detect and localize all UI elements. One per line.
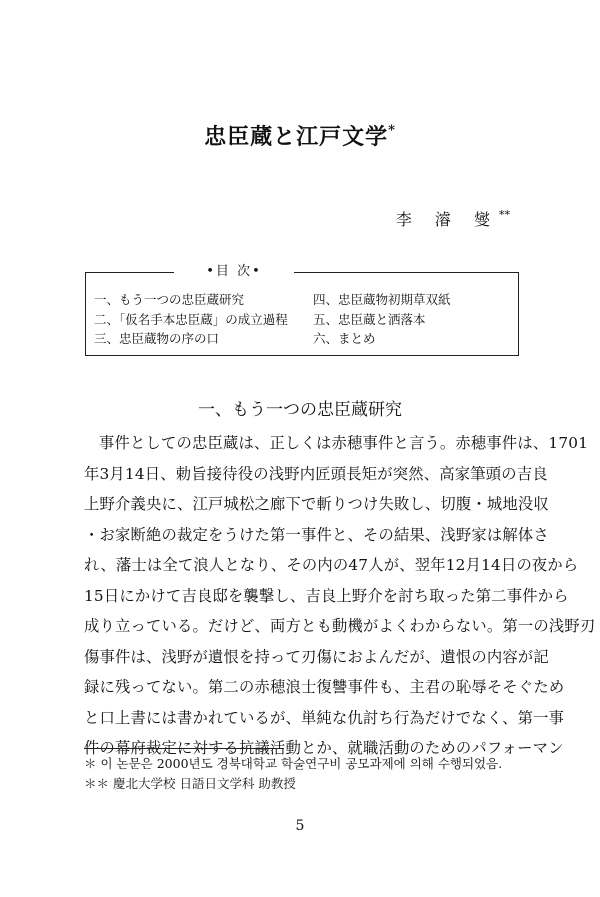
toc-item: 三、忠臣蔵物の序の口 (94, 331, 220, 346)
author-footnote-mark: ** (499, 208, 510, 222)
body-line: 件の幕府裁定に対する抗議活動とか、就職活動のためのパフォーマン (84, 739, 564, 757)
page-number: 5 (295, 818, 305, 834)
footnote-2: ＊＊ 慶北大学校 日語日文学科 助教授 (84, 776, 296, 791)
paper-title (0, 120, 600, 151)
toc-item: 二、「仮名手本忠臣蔵」の成立過程 (94, 311, 288, 327)
toc-item: 五、忠臣蔵と洒落本 (313, 311, 426, 327)
body-paragraph (84, 428, 596, 764)
body-line: 録に残ってない。第二の赤穂浪士復讐事件も、主君の恥辱そそぐため (84, 678, 565, 696)
body-line: れ、藩士は全て浪人となり、その内の47人が、翌年12月14日の夜から (84, 556, 579, 574)
footnote-divider (84, 748, 284, 749)
title-footnote-mark: * (388, 122, 396, 138)
author-name: 李 濬 燮 (395, 210, 499, 229)
section-heading: 一、もう一つの忠臣蔵研究 (198, 400, 402, 420)
toc-item: 四、忠臣蔵物初期草双紙 (313, 292, 451, 307)
body-line: 事件としての忠臣蔵は、正しくは赤穂事件と言う。赤穂事件は、1701 (99, 434, 589, 452)
paper-title-text: 忠臣蔵と江戸文学 (204, 124, 389, 150)
body-line: 上野介義央に、江戸城松之廊下で斬りつけ失敗し、切腹・城地没収 (84, 495, 549, 513)
body-line: と口上書には書かれているが、単純な仇討ち行為だけでなく、第一事 (84, 708, 565, 727)
toc-item: 六、まとめ (313, 331, 376, 346)
body-line: ・お家断絶の裁定をうけた第一事件と、その結果、浅野家は解体さ (84, 525, 549, 544)
toc-column-right (313, 290, 451, 349)
toc-item: 一、もう一つの忠臣蔵研究 (94, 292, 245, 307)
toc-column-left (94, 290, 288, 349)
body-line: 年3月14日、勅旨接待役の浅野内匠頭長矩が突然、高家筆頭の吉良 (84, 464, 548, 483)
footnotes (84, 754, 502, 794)
toc-heading: •目 次• (174, 263, 294, 281)
body-line: 成り立っている。だけど、両方とも動機がよくわからない。第一の浅野刃 (84, 617, 596, 635)
body-line: 傷事件は、浅野が遺恨を持って刃傷におよんだが、遺恨の内容が記 (84, 647, 549, 666)
author-line (396, 207, 510, 230)
body-line: 15日にかけて吉良邸を襲撃し、吉良上野介を討ち取った第二事件から (84, 586, 569, 605)
footnote-1: ＊ 이 논문은 2000년도 경북대학교 학술연구비 공모과제에 의해 수행되었음. (84, 756, 503, 771)
